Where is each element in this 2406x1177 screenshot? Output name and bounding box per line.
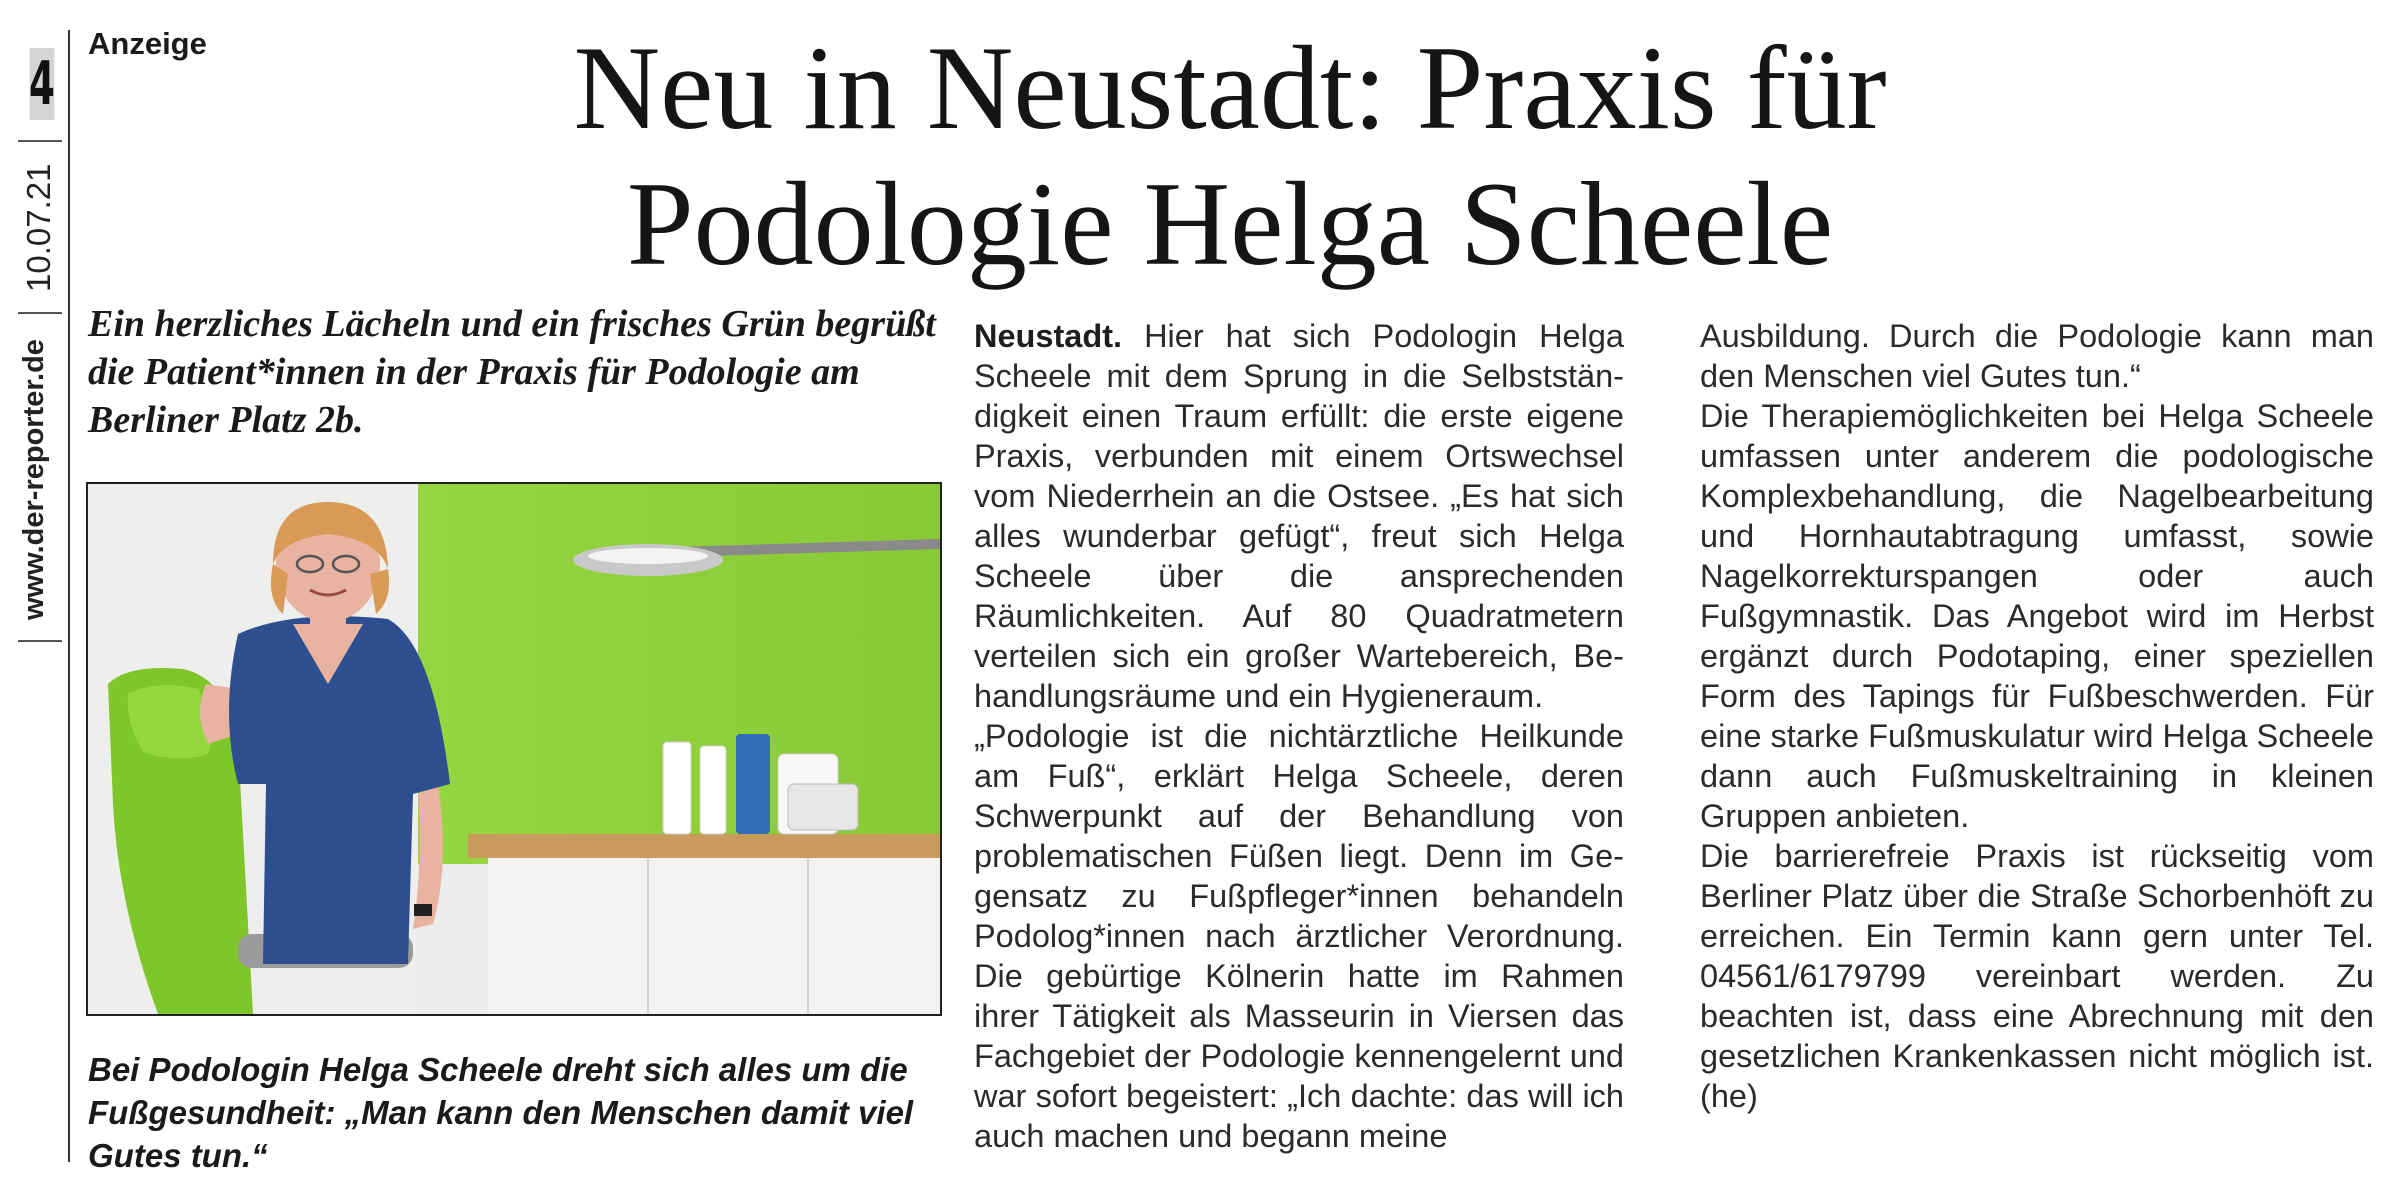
article-paragraph: Ausbildung. Durch die Podologie kann man den Menschen viel Gutes tun.“ bbox=[1700, 318, 2374, 394]
lead-text: Ein herzliches Lächeln und ein frisches Grün begrüßt die Patient*innen in der Praxis für Podologie am Berliner Platz 2b. bbox=[88, 303, 936, 441]
headline-line-2: Podologie Helga Scheele bbox=[626, 157, 1834, 290]
article-photo bbox=[86, 482, 942, 1016]
headline bbox=[380, 20, 2080, 292]
sidebar-divider bbox=[18, 312, 62, 314]
article-paragraph: Die barrierefreie Praxis ist rückseitig vom Berliner Platz über die Straße Schorbenhöft zu erreichen. Ein Termin kann gern unter Tel. 04561/6179799 vereinbart werden. Zu beachten ist, dass eine Abrechnung mit den gesetzlichen Krankenkassen nicht möglich ist. (he) bbox=[1700, 838, 2374, 1114]
page-sidebar bbox=[0, 0, 72, 1168]
photo-illustration bbox=[88, 484, 940, 1014]
paragraph-text: Hier hat sich Podologin Helga Scheele mit dem Sprung in die Selbstständigkeit einen Traum erfüllt: die erste eigene Praxis, verbunden mit einem Ortswechsel vom Niederrhein an die Ostsee. „Es hat sich alles wunderbar gefügt“, freut sich Helga Scheele über die ansprechenden Räumlichkeiten. Auf 80 Quadratmetern verteilen sich ein großer Wartebereich, Behandlungsräume und ein Hygieneraum. bbox=[974, 318, 1625, 714]
article-paragraph: „Podologie ist die nichtärztliche Heilkunde am Fuß“, erklärt Helga Scheele, deren Schwerpunkt auf der Behandlung von problematischen Füßen liegt. Denn im Gegensatz zu Fußpfleger*innen behandeln Podolog*innen nach ärztlicher Verordnung. Die gebürtige Kölnerin hatte im Rahmen ihrer Tätigkeit als Masseurin in Viersen das Fachgebiet der Podologie kennengelernt und war sofort begeistert: „Ich dachte: das will ich auch machen und begann meine bbox=[974, 718, 1624, 1154]
dateline: Neustadt. bbox=[974, 318, 1123, 354]
sidebar-rule bbox=[68, 30, 70, 1162]
article-column-1 bbox=[974, 316, 1624, 1156]
issue-date: 10.07.21 bbox=[20, 163, 57, 292]
sidebar-divider bbox=[18, 640, 62, 642]
article-column-2 bbox=[1700, 316, 2374, 1116]
page-number: 4 bbox=[29, 49, 55, 119]
photo-caption: Bei Podologin Helga Scheele dreht sich alles um die Fußgesundheit: „Man kann den Menschen damit viel Gutes tun.“ bbox=[88, 1051, 914, 1174]
article-paragraph: Die Therapiemöglichkeiten bei Helga Scheele umfassen unter anderem die podologische Komplexbehandlung, die Nagelbearbeitung und Hornhautabtragung umfasst, sowie Nagelkorrekturspangen oder auch Fußgymnastik. Das Angebot wird im Herbst ergänzt durch Podotaping, einer speziellen Form des Tapings für Fußbeschwerden. Für eine starke Fußmuskulatur wird Helga Scheele dann auch Fußmuskeltraining in kleinen Gruppen anbieten. bbox=[1700, 398, 2374, 834]
website-url: www.der-reporter.de bbox=[18, 339, 50, 621]
ad-label: Anzeige bbox=[88, 26, 207, 61]
headline-line-1: Neu in Neustadt: Praxis für bbox=[573, 21, 1887, 154]
article-paragraph bbox=[974, 316, 1624, 716]
sidebar-divider bbox=[18, 140, 62, 142]
